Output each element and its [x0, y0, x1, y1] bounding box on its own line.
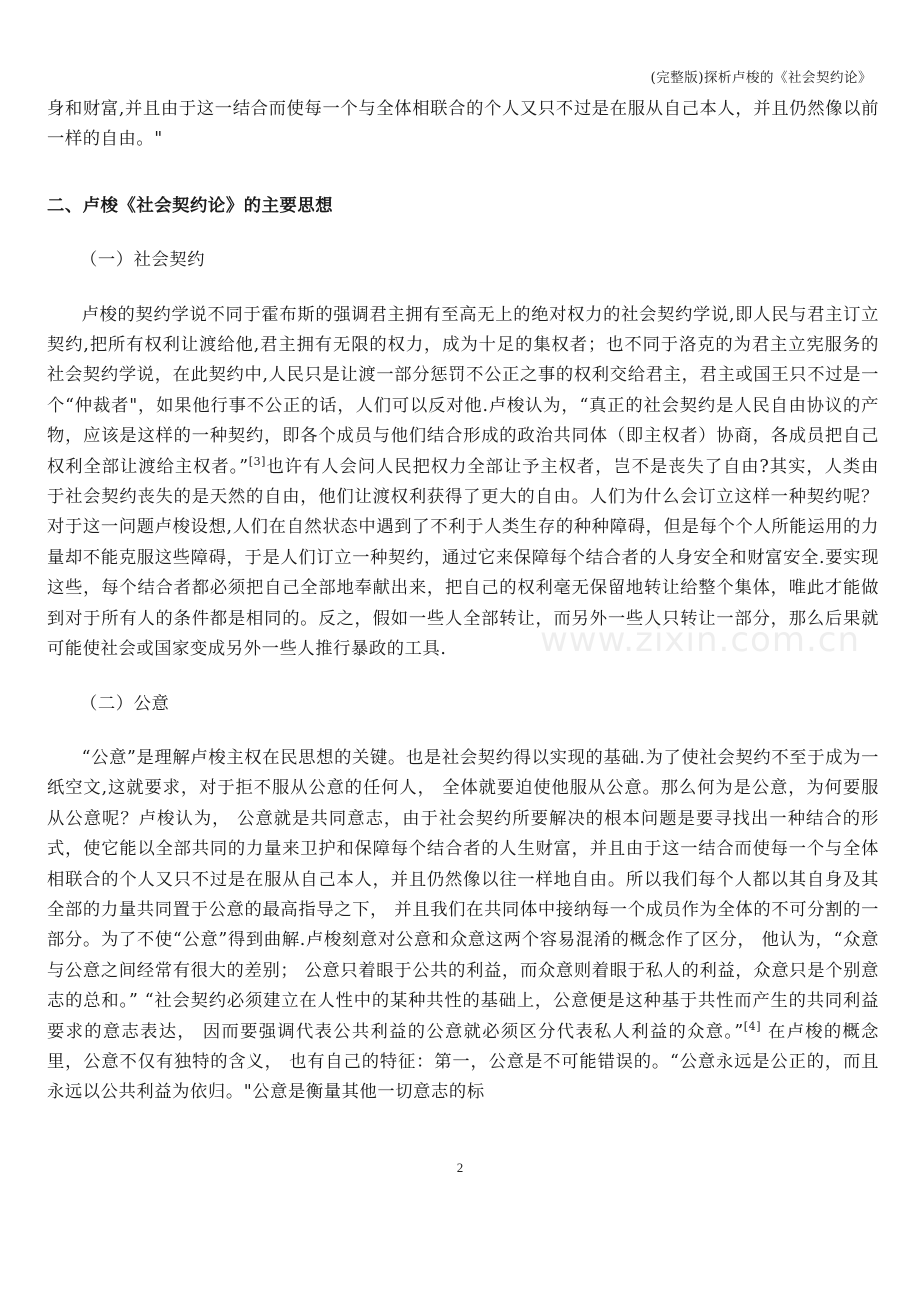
paragraph-text: 也许有人会问人民把权力全部让予主权者，岂不是丧失了自由?其实，人类由于社会契约丧失的是天然的自由，他们让渡权利获得了更大的自由。人们为什么会订立这样一种契约呢？对于这一问题卢梭设想,人们在自然状态中遇到了不利于人类生存的种种障碍，但是每个个人所能运用的力量却不能克服这些障碍，于是人们订立一种契约，通过它来保障每个结合者的人身安全和财富安全.要实现这些，每个结合者都必须把自己全部地奉献出来，把自己的权利毫无保留地转让给整个集体，唯此才能做到对于所有人的条件都是相同的。反之，假如一些人全部转让，而另外一些人只转让一部分，那么后果就可能使社会或国家变成另外一些人推行暴政的工具. [47, 456, 879, 660]
paragraph-general-will [47, 743, 879, 1108]
citation-ref: [4] [743, 1019, 762, 1033]
running-header: (完整版)探析卢梭的《社会契约论》 [650, 70, 872, 86]
paragraph-social-contract [47, 300, 879, 665]
document-body [47, 94, 879, 1108]
section-heading: 二、卢梭《社会契约论》的主要思想 [47, 195, 334, 216]
paragraph-text: 在卢梭的概念里，公意不仅有独特的含义， 也有自己的特征：第一，公意是不可能错误的。“公意永远是公正的，而且永远以公共利益为依归。"公意是衡量其他一切意志的标 [47, 1021, 879, 1103]
paragraph-text: 卢梭的契约学说不同于霍布斯的强调君主拥有至高无上的绝对权力的社会契约学说,即人民与君主订立契约,把所有权利让渡给他,君主拥有无限的权力，成为十足的集权者；也不同于洛克的为君主立宪服务的社会契约学说，在此契约中,人民只是让渡一部分惩罚不公正之事的权利交给君主，君主或国王只不过是一个“仲裁者"，如果他行事不公正的话，人们可以反对他.卢梭认为，“真正的社会契约是人民自由协议的产物，应该是这样的一种契约，即各个成员与他们结合形成的政治共同体（即主权者）协商，各成员把自己权利全部让渡给主权者。” [47, 304, 879, 477]
paragraph-text: “公意”是理解卢梭主权在民思想的关键。也是社会契约得以实现的基础.为了使社会契约不至于成为一纸空文,这就要求，对于拒不服从公意的任何人， 全体就要迫使他服从公意。那么何为是公意，为何要服从公意呢？卢梭认为， 公意就是共同意志，由于社会契约所要解决的根本问题是要寻找出一种结合的形式，使它能以全部共同的力量来卫护和保障每个结合者的人生财富，并且由于这一结合而使每一个与全体相联合的个人又只不过是在服从自己本人，并且仍然像以往一样地自由。所以我们每个人都以其自身及其全部的力量共同置于公意的最高指导之下， 并且我们在共同体中接纳每一个成员作为全体的不可分割的一部分。为了不使“公意”得到曲解.卢梭刻意对公意和众意这两个容易混淆的概念作了区分， 他认为，“众意与公意之间经常有很大的差别； 公意只着眼于公共的利益，而众意则着眼于私人的利益，众意只是个别意志的总和。” “社会契约必须建立在人性中的某种共性的基础上，公意便是这种基于共性而产生的共同利益要求的意志表达， 因而要强调代表公共利益的公意就必须区分代表私人利益的众意。” [47, 747, 879, 1042]
watermark: www.zixin.com.cn [540, 620, 860, 660]
page-number: 2 [456, 1160, 464, 1175]
continued-paragraph: 身和财富,并且由于这一结合而使每一个与全体相联合的个人又只不过是在服从自己本人，并且仍然像以前一样的自由。" [47, 99, 879, 150]
citation-ref: [3] [248, 454, 267, 468]
subsection-heading-social-contract: （一）社会契约 [80, 250, 206, 271]
subsection-heading-general-will: （二）公意 [80, 693, 170, 714]
